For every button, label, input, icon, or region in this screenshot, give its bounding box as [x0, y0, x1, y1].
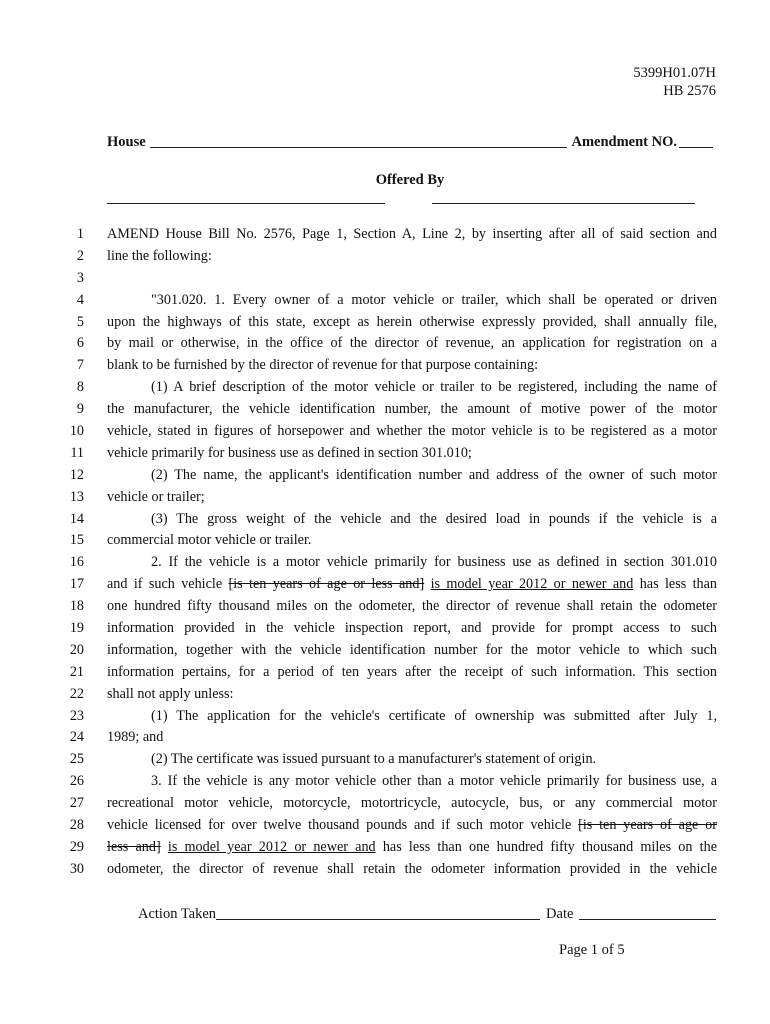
line-text [151, 771, 717, 793]
text-segment: "301.020. 1. Every owner of a motor vehicle or trailer, which shall be operated or driven [151, 291, 717, 308]
line-number: 27 [69, 795, 84, 812]
line-10 [0, 421, 770, 443]
line-25 [0, 749, 770, 771]
line-30 [0, 859, 770, 881]
line-17 [0, 574, 770, 596]
bill-number: HB 2576 [663, 83, 716, 99]
line-text [107, 596, 717, 618]
line-number: 8 [76, 379, 84, 396]
line-16 [0, 552, 770, 574]
text-segment: one hundred fifty thousand miles on the odometer, the director of revenue shall retain the odometer [107, 598, 717, 615]
line-22 [0, 684, 770, 706]
line-1 [0, 224, 770, 246]
line-26 [0, 771, 770, 793]
line-text [107, 859, 717, 881]
line-23 [0, 706, 770, 728]
line-7 [0, 355, 770, 377]
text-segment: by mail or otherwise, in the office of the director of revenue, an application for registration on a [107, 335, 717, 352]
text-segment: 3. If the vehicle is any motor vehicle other than a motor vehicle primarily for business use, a [151, 773, 717, 790]
line-number: 16 [69, 554, 84, 571]
line-text [151, 290, 717, 312]
text-segment: has less than one hundred fifty thousand miles on the [375, 838, 717, 855]
line-11 [0, 443, 770, 465]
date-blank [579, 919, 716, 920]
text-segment: (2) The certificate was issued pursuant to a manufacturer's statement of origin. [151, 751, 597, 768]
text-segment: vehicle or trailer; [107, 488, 205, 505]
deleted-text: less and] [107, 838, 161, 855]
line-3 [0, 268, 770, 290]
line-number: 11 [70, 444, 84, 461]
line-number: 18 [69, 598, 84, 615]
text-segment: 1989; and [107, 729, 164, 746]
line-number: 20 [69, 641, 84, 658]
line-6 [0, 333, 770, 355]
line-number: 19 [69, 620, 84, 637]
line-text [151, 552, 717, 574]
line-text [107, 837, 717, 859]
text-segment: upon the highways of this state, except as herein otherwise expressly provided, shall annually file, [107, 313, 717, 330]
line-text [107, 246, 717, 268]
line-number: 21 [69, 663, 84, 680]
line-number: 15 [69, 532, 84, 549]
text-segment: and if such vehicle [107, 576, 229, 593]
house-label: House [107, 134, 146, 150]
line-24 [0, 727, 770, 749]
line-9 [0, 399, 770, 421]
line-number: 26 [69, 773, 84, 790]
date-label: Date [546, 906, 574, 922]
deleted-text: [is ten years of age or [578, 817, 717, 834]
line-number: 17 [69, 576, 84, 593]
line-4 [0, 290, 770, 312]
amendment-label: Amendment NO. [571, 134, 677, 150]
text-segment [161, 839, 168, 855]
text-segment: information pertains, for a period of ten years after the receipt of such information. This section [107, 663, 717, 680]
amendment-body [0, 224, 770, 881]
line-5 [0, 312, 770, 334]
offered-by-label: Offered By [375, 172, 445, 188]
text-segment: AMEND House Bill No. 2576, Page 1, Section A, Line 2, by inserting after all of said section and [107, 226, 717, 242]
line-number: 28 [69, 817, 84, 834]
line-number: 29 [69, 838, 84, 855]
line-text [151, 465, 717, 487]
line-number: 1 [76, 226, 84, 242]
line-text [107, 224, 717, 246]
line-text [107, 487, 717, 509]
text-segment: information provided in the vehicle inspection report, and provide for prompt access to such [107, 620, 717, 637]
line-number: 24 [69, 729, 84, 746]
text-segment: vehicle licensed for over twelve thousand pounds and if such motor vehicle [107, 817, 579, 834]
line-20 [0, 640, 770, 662]
line-21 [0, 662, 770, 684]
line-text [107, 574, 717, 596]
doc-code: 5399H01.07H [633, 65, 716, 81]
line-number: 7 [76, 357, 84, 374]
line-text [107, 399, 717, 421]
line-28 [0, 815, 770, 837]
line-number: 4 [76, 291, 84, 308]
line-text [107, 312, 717, 334]
text-segment: line the following: [107, 247, 212, 264]
text-segment: blank to be furnished by the director of revenue for that purpose containing: [107, 357, 539, 374]
line-text [107, 333, 717, 355]
text-segment: recreational motor vehicle, motorcycle, motortricycle, autocycle, bus, or any commercial motor [107, 795, 717, 812]
text-segment: the manufacturer, the vehicle identification number, the amount of motive power of the motor [107, 401, 717, 418]
text-segment: 2. If the vehicle is a motor vehicle primarily for business use as defined in section 301.010 [151, 554, 717, 571]
line-text [151, 749, 717, 771]
text-segment: shall not apply unless: [107, 685, 234, 702]
line-29 [0, 837, 770, 859]
text-segment: commercial motor vehicle or trailer. [107, 532, 312, 549]
text-segment: (1) A brief description of the motor vehicle or trailer to be registered, including the name of [151, 379, 717, 396]
line-15 [0, 530, 770, 552]
line-text [151, 706, 717, 728]
line-text [107, 640, 717, 662]
text-segment: (1) The application for the vehicle's certificate of ownership was submitted after July 1, [151, 707, 717, 724]
line-text [107, 684, 717, 706]
line-text [107, 355, 717, 377]
deleted-text: [is ten years of age or less and] [228, 576, 425, 593]
line-text [107, 618, 717, 640]
line-19 [0, 618, 770, 640]
action-taken-label: Action Taken [138, 906, 217, 922]
text-segment: vehicle primarily for business use as defined in section 301.010; [107, 444, 472, 461]
line-2 [0, 246, 770, 268]
text-segment: vehicle, stated in figures of horsepower and whether the motor vehicle is to be registered as a motor [107, 423, 717, 440]
line-number: 13 [69, 488, 84, 505]
line-number: 25 [69, 751, 84, 768]
line-text [107, 443, 717, 465]
line-number: 12 [69, 466, 84, 483]
line-number: 6 [76, 335, 84, 352]
line-text [107, 421, 717, 443]
line-text [107, 793, 717, 815]
line-number: 5 [76, 313, 84, 330]
line-number: 9 [76, 401, 84, 418]
text-segment: (2) The name, the applicant's identification number and address of the owner of such motor [151, 466, 717, 483]
line-number: 14 [69, 510, 84, 527]
text-segment: (3) The gross weight of the vehicle and the desired load in pounds if the vehicle is a [151, 510, 717, 527]
text-segment: has less than [633, 576, 718, 593]
line-number: 2 [76, 247, 84, 264]
page-number: Page 1 of 5 [559, 942, 625, 958]
line-text [107, 530, 717, 552]
text-segment: information, together with the vehicle identification number for the motor vehicle to which such [107, 641, 717, 658]
line-14 [0, 509, 770, 531]
line-text [151, 377, 717, 399]
offered-by-line-right [432, 203, 695, 204]
inserted-text: is model year 2012 or newer and [430, 576, 634, 593]
line-8 [0, 377, 770, 399]
house-blank-line [150, 147, 568, 148]
line-number: 3 [76, 269, 84, 286]
line-text [151, 509, 717, 531]
amendment-number-blank [679, 147, 713, 148]
document-id-block [633, 64, 716, 100]
house-amendment-row [107, 134, 713, 151]
action-taken-blank [216, 919, 540, 920]
line-text [107, 662, 717, 684]
line-number: 22 [69, 685, 84, 702]
offered-by-line-left [107, 203, 385, 204]
line-number: 30 [69, 860, 84, 877]
line-18 [0, 596, 770, 618]
line-text [107, 727, 717, 749]
text-segment: odometer, the director of revenue shall retain the odometer information provided in the vehicle [107, 860, 717, 877]
line-13 [0, 487, 770, 509]
line-12 [0, 465, 770, 487]
line-text [107, 815, 717, 837]
line-number: 10 [69, 423, 84, 440]
line-27 [0, 793, 770, 815]
action-taken-row [138, 906, 716, 923]
line-number: 23 [69, 707, 84, 724]
inserted-text: is model year 2012 or newer and [167, 838, 376, 855]
